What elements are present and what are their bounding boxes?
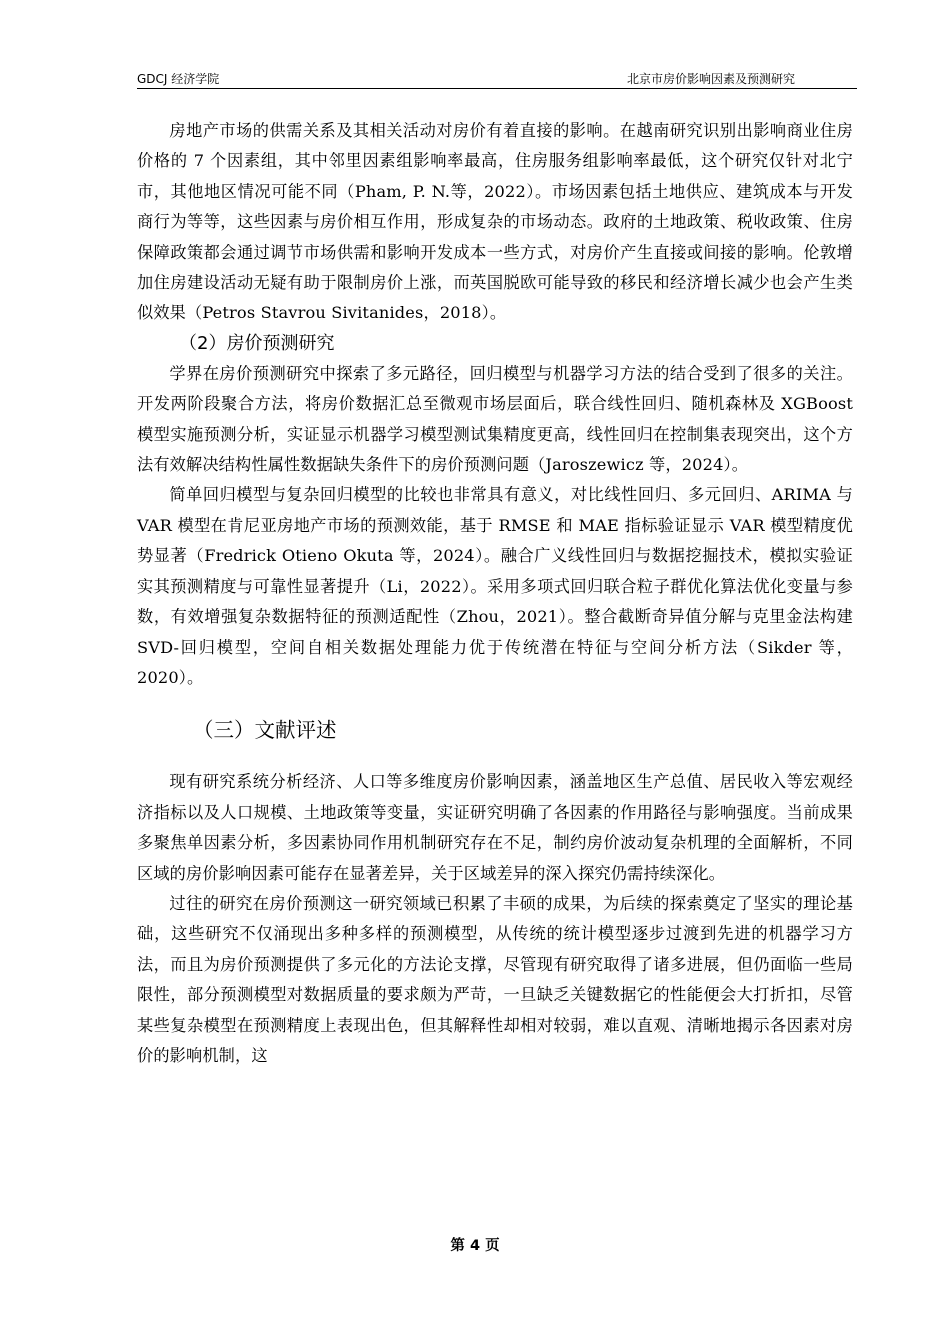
page-number: 第 4 页: [450, 1238, 500, 1254]
section-heading-literature-review: （三）文献评述: [193, 718, 337, 743]
paragraph-review-factors: 现有研究系统分析经济、人口等多维度房价影响因素，涵盖地区生产总值、居民收入等宏观经济指标以及人口规模、土地政策等变量，实证研究明确了各因素的作用路径与影响强度。当前成果多聚焦单因素分析，多因素协同作用机制研究存在不足，制约房价波动复杂机理的全面解析，不同区域的房价影响因素可能存在显著差异，关于区域差异的深入探究仍需持续深化。: [137, 772, 853, 883]
document-body: [137, 116, 853, 1071]
header-institution: GDCJ 经济学院: [137, 72, 220, 86]
header-title: 北京市房价影响因素及预测研究: [626, 72, 795, 86]
paragraph-prediction-paths: 学界在房价预测研究中探索了多元路径，回归模型与机器学习方法的结合受到了很多的关注。开发两阶段聚合方法，将房价数据汇总至微观市场层面后，联合线性回归、随机森林及 XGBoost 模型实施预测分析，实证显示机器学习模型测试集精度更高，线性回归在控制集表现突出，这个方法有效解决结构性属性数据缺失条件下的房价预测问题（Jaroszewicz 等，2024）。: [137, 363, 853, 475]
paragraph-supply-demand: 房地产市场的供需关系及其相关活动对房价有着直接的影响。在越南研究识别出影响商业住房价格的 7 个因素组，其中邻里因素组影响率最高，住房服务组影响率最低，这个研究仅针对北宁市，其他地区情况可能不同（Pham, P. N.等，2022）。市场因素包括土地供应、建筑成本与开发商行为等等，这些因素与房价相互作用，形成复杂的市场动态。政府的土地政策、税收政策、住房保障政策都会通过调节市场供需和影响开发成本一些方式，对房价产生直接或间接的影响。伦敦增加住房建设活动无疑有助于限制房价上涨，而英国脱欧可能导致的移民和经济增长减少也会产生类似效果（Petros Stavrou Sivitanides，2018）。: [137, 121, 853, 323]
subheading-price-prediction: （2）房价预测研究: [179, 332, 335, 354]
paragraph-review-prediction: 过往的研究在房价预测这一研究领域已积累了丰硕的成果，为后续的探索奠定了坚实的理论基础，这些研究不仅涌现出多种多样的预测模型，从传统的统计模型逐步过渡到先进的机器学习方法，而且为房价预测提供了多元化的方法论支撑，尽管现有研究取得了诸多进展，但仍面临一些局限性，部分预测模型对数据质量的要求颇为严苛，一旦缺乏关键数据它的性能便会大打折扣，尽管某些复杂模型在预测精度上表现出色，但其解释性却相对较弱，难以直观、清晰地揭示各因素对房价的影响机制，这: [137, 893, 853, 1065]
paragraph-model-comparison: 简单回归模型与复杂回归模型的比较也非常具有意义，对比线性回归、多元回归、ARIMA 与 VAR 模型在肯尼亚房地产市场的预测效能，基于 RMSE 和 MAE 指标验证显示 VAR 模型精度优势显著（Fredrick Otieno Okuta 等，2024）。融合广义线性回归与数据挖掘技术，模拟实验证实其预测精度与可靠性显著提升（Li，2022）。采用多项式回归联合粒子群优化算法优化变量与参数，有效增强复杂数据特征的预测适配性（Zhou，2021）。整合截断奇异值分解与克里金法构建 SVD-回归模型，空间自相关数据处理能力优于传统潜在特征与空间分析方法（Sikder 等，2020）。: [137, 485, 853, 687]
page-header: [137, 68, 857, 89]
